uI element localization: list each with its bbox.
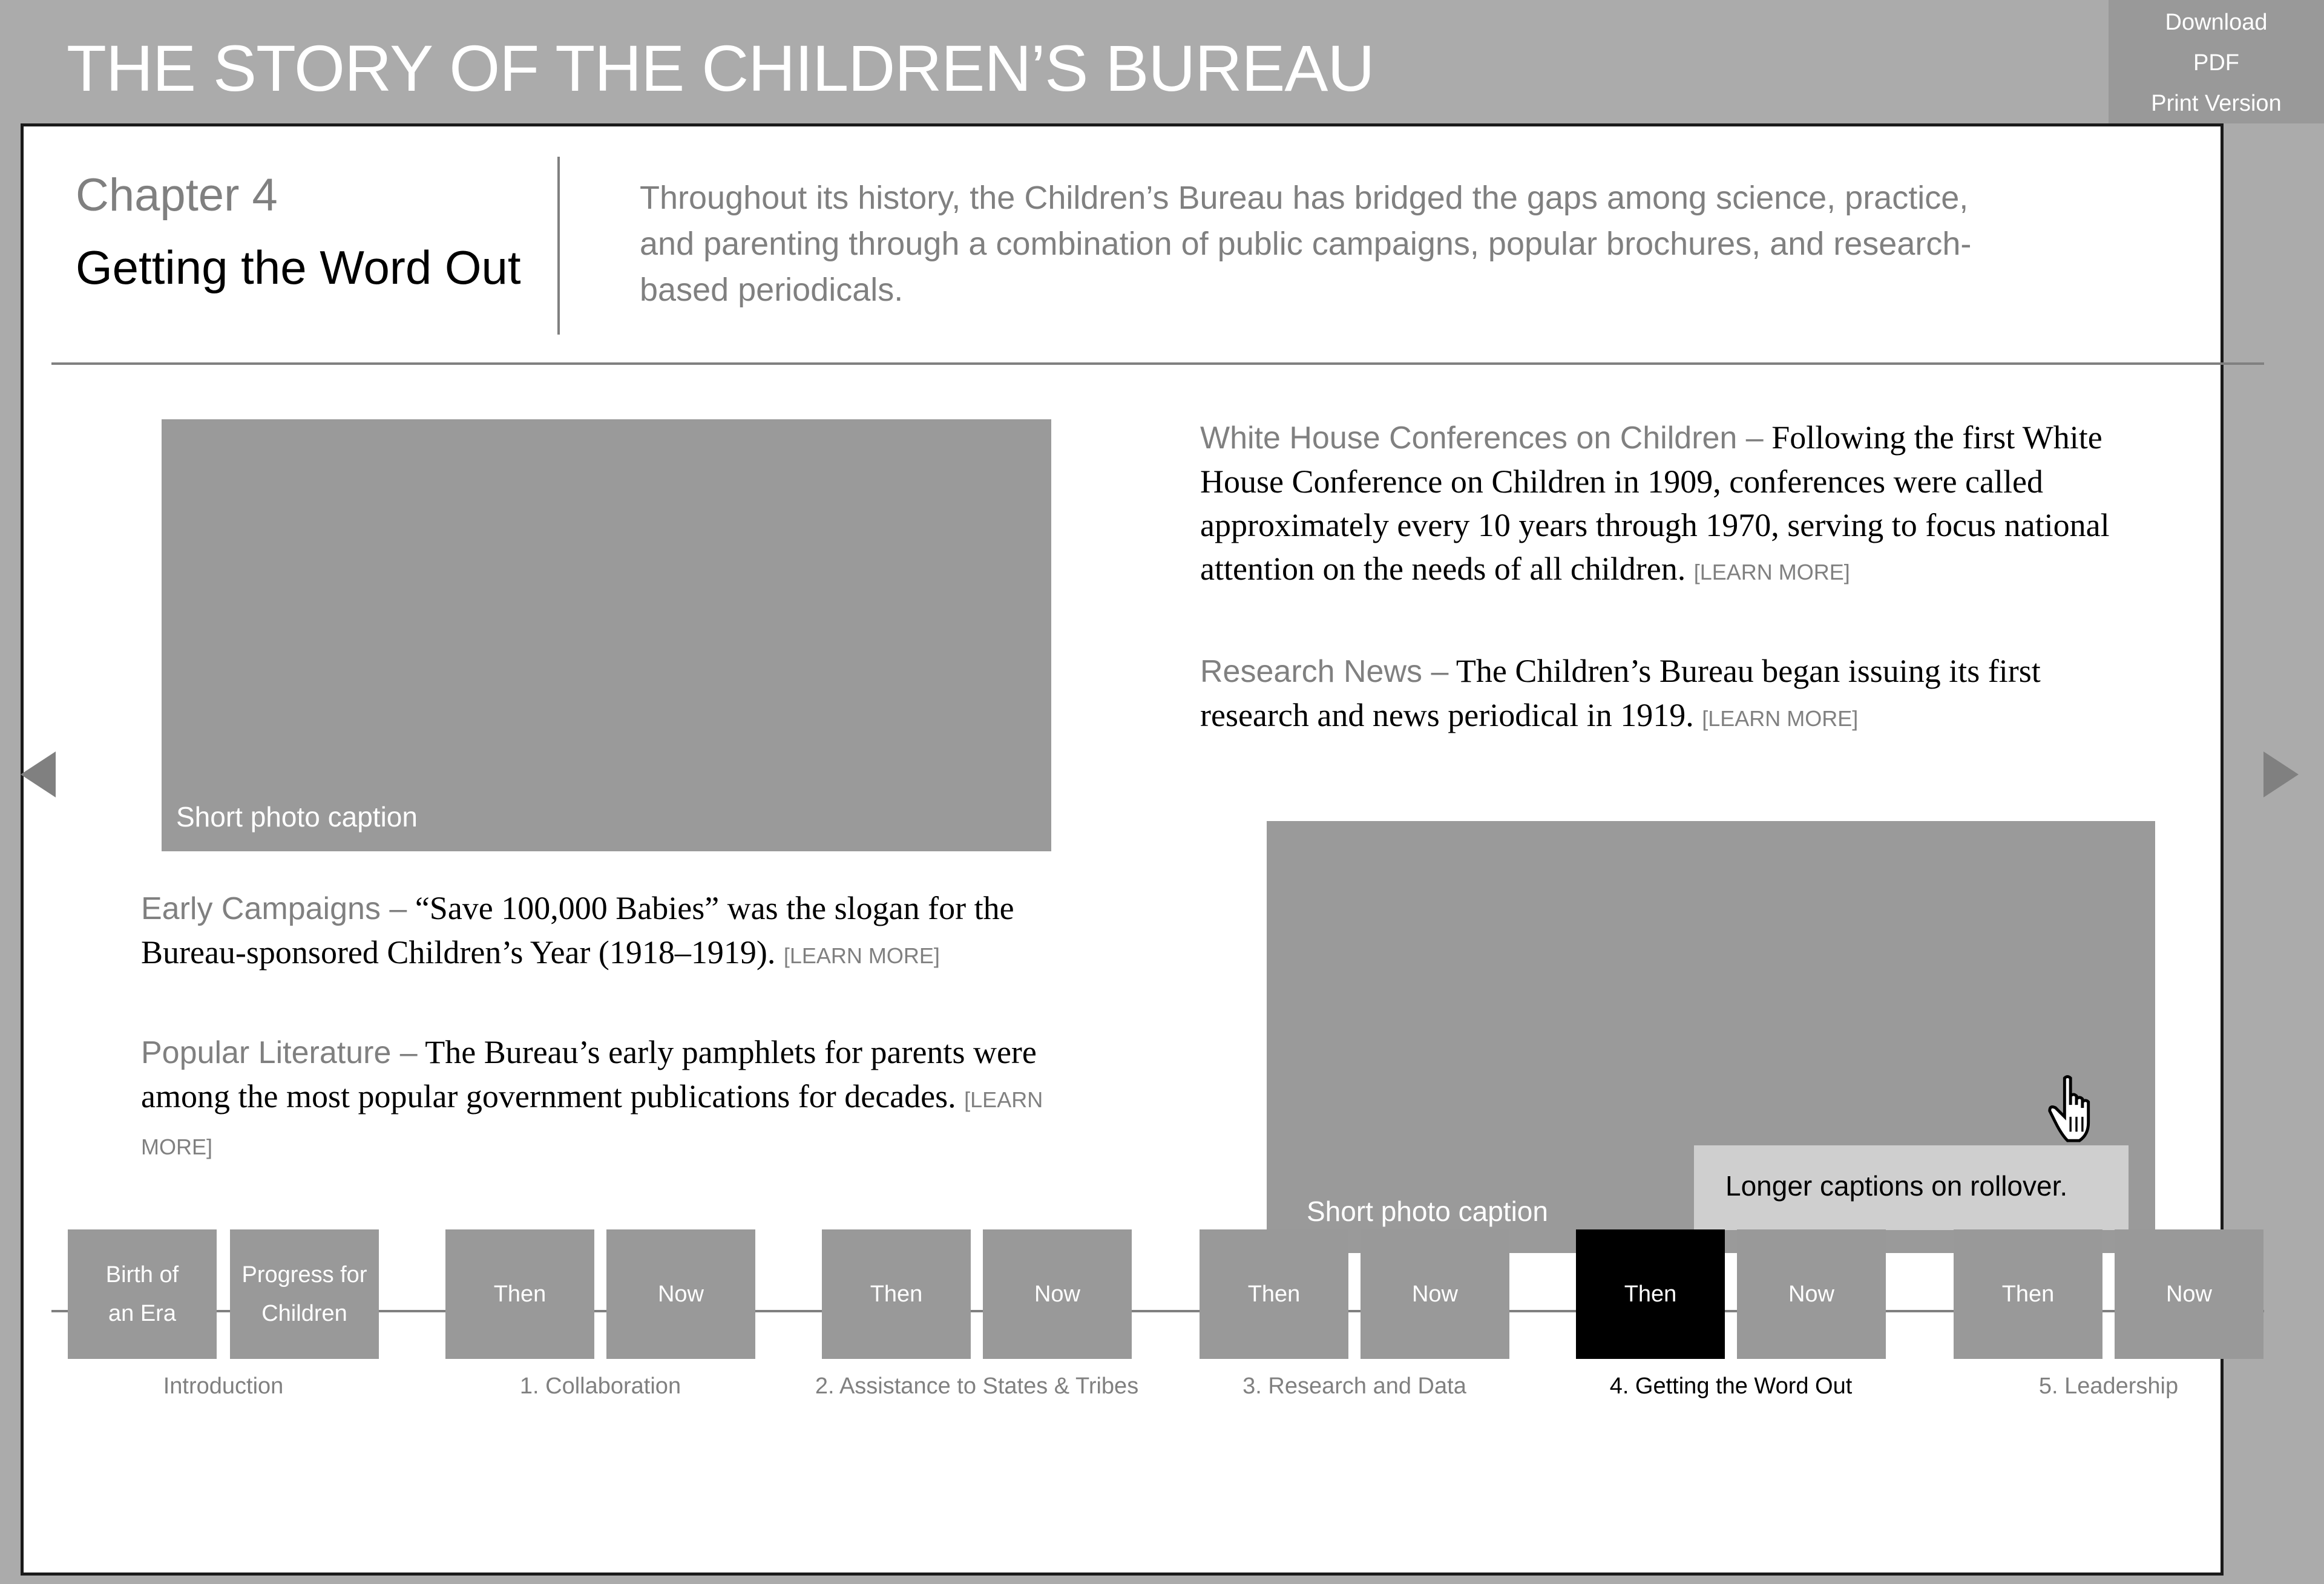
- learn-more-link[interactable]: [LEARN MORE]: [1693, 560, 1850, 584]
- photo-caption: Short photo caption: [1307, 1196, 1548, 1227]
- photo-right[interactable]: [1267, 821, 2155, 1253]
- section-body: “Save 100,000 Babies” was the slogan for the Bureau-sponsored Children’s Year (1918–1919).: [141, 890, 1014, 970]
- nav-tile-assistance-now[interactable]: Now: [983, 1229, 1132, 1359]
- learn-more-link[interactable]: [LEARN MORE]: [141, 1087, 1043, 1159]
- nav-label-assistance[interactable]: 2. Assistance to States & Tribes: [815, 1373, 1139, 1399]
- section-heading: White House Conferences on Children –: [1200, 421, 1764, 456]
- section-heading: Early Campaigns –: [141, 891, 407, 926]
- top-divider: [51, 362, 2264, 365]
- learn-more-link[interactable]: [LEARN MORE]: [1702, 706, 1859, 731]
- download-link[interactable]: Download: [2165, 10, 2268, 35]
- white-house-section: [1200, 416, 2168, 594]
- nav-label-research[interactable]: 3. Research and Data: [1242, 1373, 1466, 1399]
- section-body: Following the first White House Conference on Children in 1909, conferences were called approximately every 10 years through 1970, serving to focus national attention on the needs of all children.: [1200, 419, 2110, 587]
- section-body: The Children’s Bureau began issuing its first research and news periodical in 1919.: [1200, 653, 2041, 733]
- previous-arrow[interactable]: [21, 751, 56, 797]
- photo-left[interactable]: [162, 419, 1051, 851]
- nav-label-introduction[interactable]: Introduction: [163, 1373, 284, 1399]
- pdf-link[interactable]: PDF: [2193, 50, 2239, 76]
- nav-tile-collaboration-now[interactable]: Now: [606, 1229, 755, 1359]
- nav-tile-progress-for-children[interactable]: Progress for Children: [230, 1229, 379, 1359]
- next-arrow[interactable]: [2263, 751, 2299, 797]
- nav-tile-word-out-then[interactable]: Then: [1576, 1229, 1725, 1359]
- nav-tile-collaboration-then[interactable]: Then: [445, 1229, 594, 1359]
- section-body: The Bureau’s early pamphlets for parents were among the most popular government publications for decades.: [141, 1034, 1037, 1114]
- learn-more-link[interactable]: [LEARN MORE]: [783, 943, 940, 968]
- nav-label-word-out[interactable]: 4. Getting the Word Out: [1609, 1373, 1853, 1399]
- nav-tile-leadership-then[interactable]: Then: [1954, 1229, 2102, 1359]
- nav-label-collaboration[interactable]: 1. Collaboration: [519, 1373, 681, 1399]
- site-title: THE STORY OF THE CHILDREN’S BUREAU: [67, 31, 1374, 105]
- photo-caption: Short photo caption: [176, 801, 418, 833]
- nav-label-leadership[interactable]: 5. Leadership: [2038, 1373, 2179, 1399]
- nav-tile-leadership-now[interactable]: Now: [2115, 1229, 2263, 1359]
- bottom-divider: [51, 1310, 2264, 1312]
- section-heading: Research News –: [1200, 654, 1449, 689]
- research-news-section: [1200, 649, 2144, 741]
- nav-tile-assistance-then[interactable]: Then: [822, 1229, 971, 1359]
- early-campaigns-section: [141, 886, 1031, 978]
- print-version-link[interactable]: Print Version: [2151, 91, 2282, 116]
- nav-tile-birth-of-an-era[interactable]: Birth of an Era: [68, 1229, 217, 1359]
- popular-literature-section: [141, 1030, 1109, 1169]
- header-divider: [557, 157, 560, 335]
- nav-tile-research-then[interactable]: Then: [1200, 1229, 1348, 1359]
- nav-tile-word-out-now[interactable]: Now: [1737, 1229, 1886, 1359]
- chapter-intro: Throughout its history, the Children’s Bureau has bridged the gaps among science, practice, and parenting through a combination of public campaigns, popular brochures, and research-based periodicals.: [640, 180, 1972, 308]
- chapter-title: Getting the Word Out: [76, 241, 521, 294]
- hand-pointer-icon: [2046, 1075, 2107, 1147]
- rollover-caption-tooltip: Longer captions on rollover.: [1694, 1145, 2129, 1230]
- download-panel: [2109, 0, 2324, 123]
- nav-tile-research-now[interactable]: Now: [1361, 1229, 1509, 1359]
- section-heading: Popular Literature –: [141, 1035, 418, 1070]
- chapter-number: Chapter 4: [76, 169, 278, 221]
